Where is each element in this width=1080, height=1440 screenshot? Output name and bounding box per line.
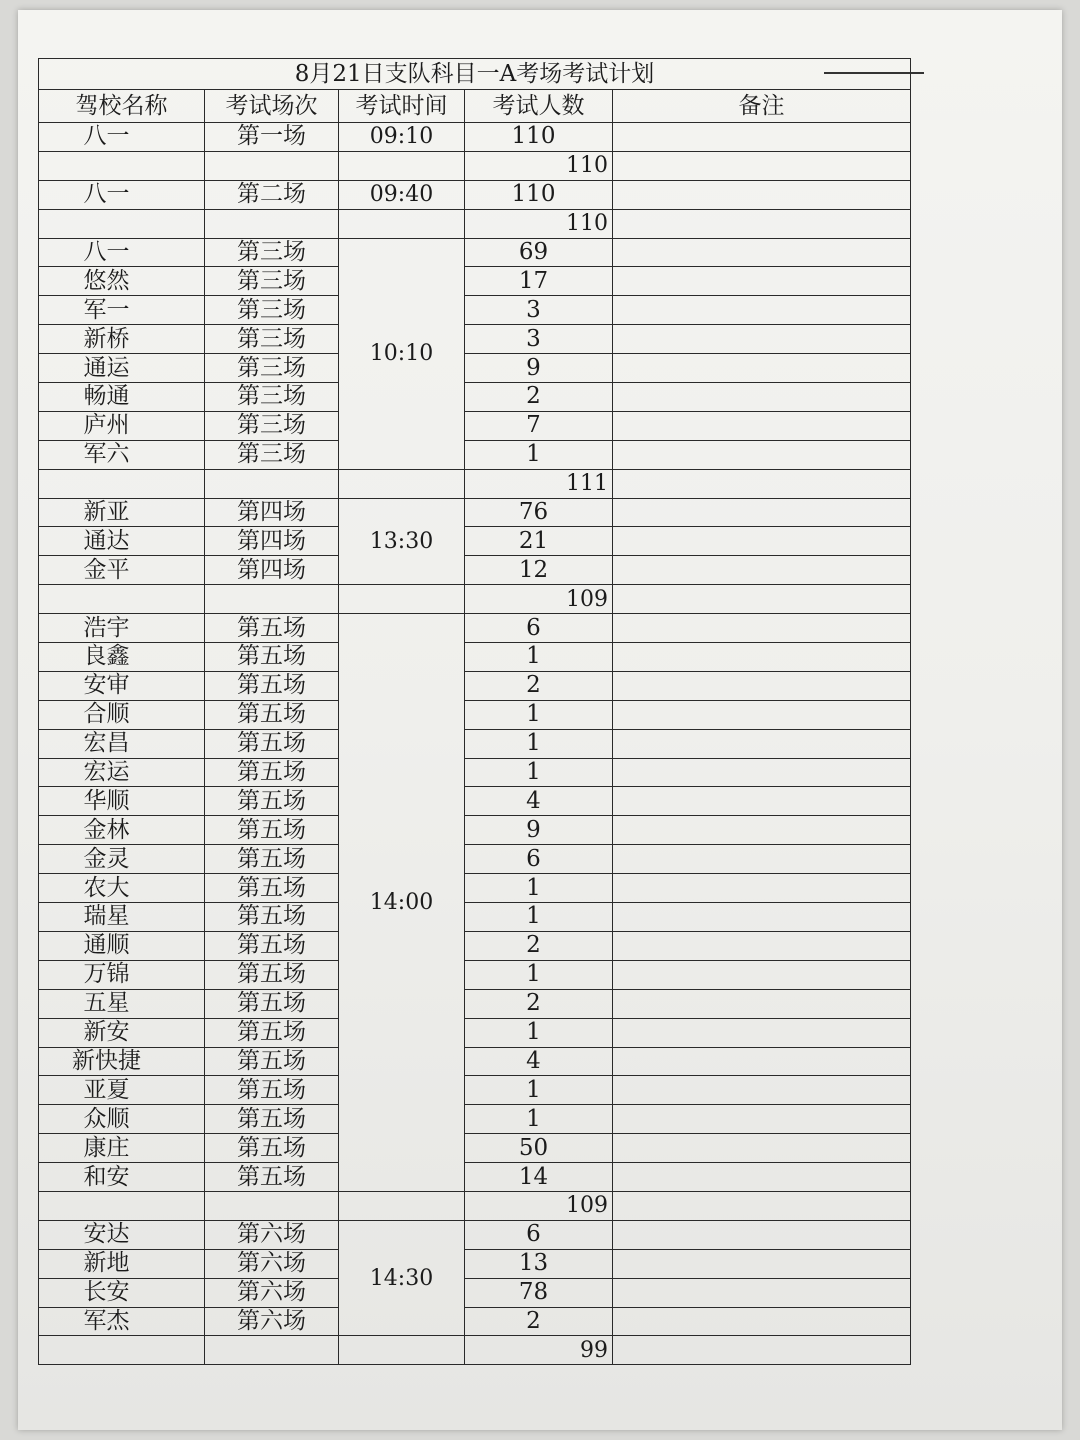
exam-count-cell: 2 (465, 1307, 613, 1336)
exam-session-cell: 第三场 (205, 325, 339, 354)
subtotal-blank-cell (39, 1336, 205, 1365)
exam-count-cell: 6 (465, 1220, 613, 1249)
subtotal-blank-cell (205, 1336, 339, 1365)
school-name-cell: 新亚 (39, 498, 205, 527)
exam-session-cell: 第五场 (205, 729, 339, 758)
exam-session-cell: 第五场 (205, 700, 339, 729)
subtotal-blank-cell (339, 469, 465, 498)
table-row (39, 700, 911, 729)
note-cell (613, 354, 911, 383)
table-row (39, 411, 911, 440)
exam-count-cell: 1 (465, 700, 613, 729)
school-name-cell: 宏昌 (39, 729, 205, 758)
exam-session-cell: 第三场 (205, 238, 339, 267)
exam-count-cell: 2 (465, 671, 613, 700)
exam-session-cell: 第一场 (205, 123, 339, 152)
subtotal-blank-cell (39, 585, 205, 614)
exam-count-cell: 1 (465, 1105, 613, 1134)
note-cell (613, 209, 911, 238)
header-school: 驾校名称 (39, 90, 205, 123)
table-row (39, 816, 911, 845)
subtotal-blank-cell (205, 151, 339, 180)
table-row (39, 440, 911, 469)
table-row (39, 874, 911, 903)
exam-count-cell: 110 (465, 123, 613, 152)
exam-time-cell: 13:30 (339, 498, 465, 585)
table-row (39, 1018, 911, 1047)
table-row (39, 296, 911, 325)
exam-session-cell: 第五场 (205, 1134, 339, 1163)
subtotal-blank-cell (339, 209, 465, 238)
table-row (39, 643, 911, 672)
exam-session-cell: 第五场 (205, 816, 339, 845)
subtotal-row (39, 1336, 911, 1365)
exam-count-cell: 76 (465, 498, 613, 527)
note-cell (613, 903, 911, 932)
subtotal-row (39, 209, 911, 238)
exam-time-cell: 14:00 (339, 614, 465, 1192)
exam-session-cell: 第六场 (205, 1249, 339, 1278)
note-cell (613, 1278, 911, 1307)
exam-count-cell: 14 (465, 1163, 613, 1192)
exam-session-cell: 第五场 (205, 931, 339, 960)
exam-count-cell: 1 (465, 758, 613, 787)
school-name-cell: 安达 (39, 1220, 205, 1249)
header-note: 备注 (613, 90, 911, 123)
note-cell (613, 729, 911, 758)
subtotal-blank-cell (205, 209, 339, 238)
subtotal-blank-cell (205, 469, 339, 498)
note-cell (613, 960, 911, 989)
exam-count-cell: 1 (465, 440, 613, 469)
table-row (39, 267, 911, 296)
exam-count-cell: 1 (465, 643, 613, 672)
exam-session-cell: 第三场 (205, 296, 339, 325)
note-cell (613, 383, 911, 412)
table-row (39, 180, 911, 209)
note-cell (613, 296, 911, 325)
exam-count-cell: 4 (465, 787, 613, 816)
table-row (39, 960, 911, 989)
table-body (39, 123, 911, 1365)
exam-session-cell: 第三场 (205, 354, 339, 383)
exam-count-cell: 9 (465, 354, 613, 383)
note-cell (613, 758, 911, 787)
note-cell (613, 411, 911, 440)
session-subtotal: 99 (465, 1336, 613, 1365)
table-row (39, 556, 911, 585)
note-cell (613, 585, 911, 614)
table-row (39, 1076, 911, 1105)
school-name-cell: 畅通 (39, 383, 205, 412)
table-row (39, 238, 911, 267)
session-subtotal: 110 (465, 151, 613, 180)
exam-time-cell: 09:40 (339, 180, 465, 209)
school-name-cell: 八一 (39, 238, 205, 267)
note-cell (613, 440, 911, 469)
table-row (39, 1307, 911, 1336)
exam-session-cell: 第六场 (205, 1278, 339, 1307)
note-cell (613, 469, 911, 498)
header-session: 考试场次 (205, 90, 339, 123)
table-row (39, 325, 911, 354)
school-name-cell: 军一 (39, 296, 205, 325)
note-cell (613, 180, 911, 209)
exam-count-cell: 6 (465, 614, 613, 643)
school-name-cell: 安审 (39, 671, 205, 700)
school-name-cell: 金平 (39, 556, 205, 585)
subtotal-row (39, 469, 911, 498)
exam-count-cell: 2 (465, 383, 613, 412)
school-name-cell: 新安 (39, 1018, 205, 1047)
school-name-cell: 金灵 (39, 845, 205, 874)
exam-session-cell: 第四场 (205, 556, 339, 585)
note-cell (613, 267, 911, 296)
exam-session-cell: 第五场 (205, 1018, 339, 1047)
school-name-cell: 新地 (39, 1249, 205, 1278)
school-name-cell: 合顺 (39, 700, 205, 729)
exam-session-cell: 第五场 (205, 787, 339, 816)
table-row (39, 614, 911, 643)
subtotal-row (39, 585, 911, 614)
subtotal-blank-cell (339, 1191, 465, 1220)
school-name-cell: 宏运 (39, 758, 205, 787)
exam-count-cell: 69 (465, 238, 613, 267)
exam-session-cell: 第三场 (205, 440, 339, 469)
exam-count-cell: 13 (465, 1249, 613, 1278)
exam-session-cell: 第五场 (205, 1047, 339, 1076)
exam-count-cell: 1 (465, 960, 613, 989)
exam-count-cell: 1 (465, 903, 613, 932)
school-name-cell: 军杰 (39, 1307, 205, 1336)
school-name-cell: 浩宇 (39, 614, 205, 643)
exam-count-cell: 6 (465, 845, 613, 874)
school-name-cell: 八一 (39, 180, 205, 209)
exam-session-cell: 第二场 (205, 180, 339, 209)
exam-session-cell: 第五场 (205, 874, 339, 903)
exam-count-cell: 12 (465, 556, 613, 585)
note-cell (613, 1220, 911, 1249)
note-cell (613, 931, 911, 960)
note-cell (613, 151, 911, 180)
exam-count-cell: 110 (465, 180, 613, 209)
header-count: 考试人数 (465, 90, 613, 123)
school-name-cell: 长安 (39, 1278, 205, 1307)
note-cell (613, 1018, 911, 1047)
school-name-cell: 亚夏 (39, 1076, 205, 1105)
exam-session-cell: 第五场 (205, 1163, 339, 1192)
note-cell (613, 498, 911, 527)
exam-count-cell: 7 (465, 411, 613, 440)
school-name-cell: 八一 (39, 123, 205, 152)
note-cell (613, 1336, 911, 1365)
school-name-cell: 和安 (39, 1163, 205, 1192)
school-name-cell: 康庄 (39, 1134, 205, 1163)
exam-count-cell: 2 (465, 989, 613, 1018)
exam-session-cell: 第五场 (205, 1076, 339, 1105)
table-row (39, 989, 911, 1018)
exam-time-cell: 10:10 (339, 238, 465, 469)
table-row (39, 931, 911, 960)
table-row (39, 729, 911, 758)
table-row (39, 787, 911, 816)
exam-session-cell: 第五场 (205, 614, 339, 643)
school-name-cell: 庐州 (39, 411, 205, 440)
subtotal-blank-cell (339, 151, 465, 180)
exam-count-cell: 3 (465, 325, 613, 354)
note-cell (613, 1047, 911, 1076)
school-name-cell: 悠然 (39, 267, 205, 296)
note-cell (613, 614, 911, 643)
subtotal-row (39, 1191, 911, 1220)
exam-session-cell: 第五场 (205, 903, 339, 932)
exam-count-cell: 1 (465, 874, 613, 903)
exam-count-cell: 1 (465, 729, 613, 758)
header-row (39, 90, 911, 123)
exam-session-cell: 第五场 (205, 671, 339, 700)
table-row (39, 1220, 911, 1249)
subtotal-row (39, 151, 911, 180)
school-name-cell: 新桥 (39, 325, 205, 354)
table-row (39, 1249, 911, 1278)
note-cell (613, 845, 911, 874)
exam-count-cell: 21 (465, 527, 613, 556)
school-name-cell: 通顺 (39, 931, 205, 960)
note-cell (613, 1134, 911, 1163)
session-subtotal: 110 (465, 209, 613, 238)
note-cell (613, 700, 911, 729)
table-row (39, 1105, 911, 1134)
note-cell (613, 1076, 911, 1105)
subtotal-blank-cell (205, 1191, 339, 1220)
school-name-cell: 众顺 (39, 1105, 205, 1134)
table-row (39, 498, 911, 527)
subtotal-blank-cell (39, 209, 205, 238)
note-cell (613, 123, 911, 152)
exam-session-cell: 第五场 (205, 845, 339, 874)
note-cell (613, 1191, 911, 1220)
title-row (39, 59, 911, 90)
subtotal-blank-cell (39, 1191, 205, 1220)
session-subtotal: 109 (465, 1191, 613, 1220)
note-cell (613, 325, 911, 354)
exam-session-cell: 第五场 (205, 758, 339, 787)
school-name-cell: 金林 (39, 816, 205, 845)
table-row (39, 758, 911, 787)
table-row (39, 1047, 911, 1076)
exam-time-cell: 09:10 (339, 123, 465, 152)
school-name-cell: 军六 (39, 440, 205, 469)
exam-count-cell: 1 (465, 1076, 613, 1105)
note-cell (613, 989, 911, 1018)
exam-count-cell: 3 (465, 296, 613, 325)
note-cell (613, 527, 911, 556)
subtotal-blank-cell (339, 1336, 465, 1365)
session-subtotal: 109 (465, 585, 613, 614)
subtotal-blank-cell (339, 585, 465, 614)
note-cell (613, 238, 911, 267)
exam-session-cell: 第三场 (205, 383, 339, 412)
exam-count-cell: 50 (465, 1134, 613, 1163)
exam-count-cell: 78 (465, 1278, 613, 1307)
exam-session-cell: 第三场 (205, 411, 339, 440)
note-cell (613, 1163, 911, 1192)
exam-count-cell: 1 (465, 1018, 613, 1047)
table-row (39, 671, 911, 700)
school-name-cell: 新快捷 (39, 1047, 205, 1076)
header-time: 考试时间 (339, 90, 465, 123)
school-name-cell: 通运 (39, 354, 205, 383)
school-name-cell: 五星 (39, 989, 205, 1018)
subtotal-blank-cell (39, 151, 205, 180)
exam-session-cell: 第四场 (205, 498, 339, 527)
exam-plan-table (38, 58, 911, 1365)
school-name-cell: 良鑫 (39, 643, 205, 672)
session-subtotal: 111 (465, 469, 613, 498)
note-cell (613, 643, 911, 672)
note-cell (613, 671, 911, 700)
table-row (39, 1134, 911, 1163)
note-cell (613, 556, 911, 585)
exam-session-cell: 第五场 (205, 643, 339, 672)
note-cell (613, 1307, 911, 1336)
exam-session-cell: 第三场 (205, 267, 339, 296)
exam-session-cell: 第五场 (205, 960, 339, 989)
school-name-cell: 农大 (39, 874, 205, 903)
exam-session-cell: 第四场 (205, 527, 339, 556)
table-row (39, 1163, 911, 1192)
note-cell (613, 816, 911, 845)
exam-count-cell: 17 (465, 267, 613, 296)
exam-session-cell: 第六场 (205, 1220, 339, 1249)
table-row (39, 527, 911, 556)
table-row (39, 1278, 911, 1307)
note-cell (613, 1249, 911, 1278)
exam-session-cell: 第五场 (205, 989, 339, 1018)
exam-session-cell: 第五场 (205, 1105, 339, 1134)
exam-count-cell: 9 (465, 816, 613, 845)
subtotal-blank-cell (205, 585, 339, 614)
note-cell (613, 874, 911, 903)
exam-session-cell: 第六场 (205, 1307, 339, 1336)
table-row (39, 903, 911, 932)
subtotal-blank-cell (39, 469, 205, 498)
document-title: 8月21日支队科目一A考场考试计划 (39, 59, 911, 90)
exam-time-cell: 14:30 (339, 1220, 465, 1336)
school-name-cell: 瑞星 (39, 903, 205, 932)
school-name-cell: 华顺 (39, 787, 205, 816)
table-row (39, 383, 911, 412)
exam-count-cell: 4 (465, 1047, 613, 1076)
table-row (39, 123, 911, 152)
note-cell (613, 1105, 911, 1134)
exam-count-cell: 2 (465, 931, 613, 960)
school-name-cell: 通达 (39, 527, 205, 556)
school-name-cell: 万锦 (39, 960, 205, 989)
table-row (39, 354, 911, 383)
table-row (39, 845, 911, 874)
note-cell (613, 787, 911, 816)
